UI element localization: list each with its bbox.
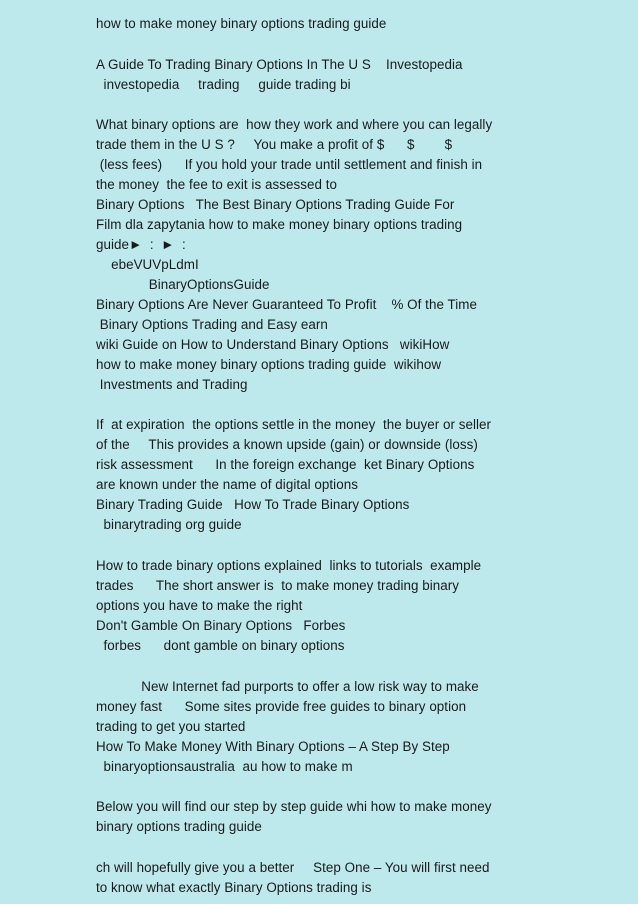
text-line: risk assessment In the foreign exchange ket Binary Options (96, 457, 475, 472)
text-line: Film dla zapytania how to make money binary options trading (96, 217, 463, 232)
text-line: Investments and Trading (96, 377, 248, 392)
text-line: trading to get you started (96, 719, 246, 734)
text-line: ebeVUVpLdmI (96, 257, 199, 272)
text-line: Below you will find our step by step guide whi how to make money (96, 799, 492, 814)
text-line: Don't Gamble On Binary Options Forbes (96, 618, 346, 633)
text-line: If at expiration the options settle in the money the buyer or seller (96, 417, 492, 432)
text-line: trade them in the U S ? You make a profit of $ $ $ (96, 137, 453, 152)
text-line: BinaryOptionsGuide (96, 277, 270, 292)
text-line: What binary options are how they work and where you can legally (96, 117, 493, 132)
text-line: binary options trading guide (96, 819, 262, 834)
text-line: Binary Options The Best Binary Options Trading Guide For (96, 197, 455, 212)
text-line: Binary Options Trading and Easy earn (96, 317, 328, 332)
text-line: binaryoptionsaustralia au how to make m (96, 759, 353, 774)
text-line: Binary Options Are Never Guaranteed To Profit % Of the Time (96, 297, 477, 312)
text-line: binarytrading org guide (96, 517, 242, 532)
text-line: New Internet fad purports to offer a low risk way to make (96, 679, 479, 694)
text-line: money fast Some sites provide free guides to binary option (96, 699, 467, 714)
text-line: wiki Guide on How to Understand Binary Options wikiHow (96, 337, 450, 352)
text-line: forbes dont gamble on binary options (96, 638, 345, 653)
text-line: to know what exactly Binary Options trading is (96, 880, 372, 895)
text-line: the money the fee to exit is assessed to (96, 177, 337, 192)
text-line: How To Make Money With Binary Options – A Step By Step (96, 739, 450, 754)
text-line: guide► : ► : (96, 237, 186, 252)
text-line: Binary Trading Guide How To Trade Binary Options (96, 497, 410, 512)
text-line: How to trade binary options explained links to tutorials example (96, 558, 482, 573)
text-line: of the This provides a known upside (gain) or downside (loss) (96, 437, 478, 452)
text-line: are known under the name of digital options (96, 477, 358, 492)
doc-title: how to make money binary options trading guide (96, 16, 387, 31)
text-line: investopedia trading guide trading bi (96, 77, 351, 92)
text-line: ch will hopefully give you a better Step One – You will first need (96, 860, 490, 875)
text-line: options you have to make the right (96, 598, 303, 613)
text-line: how to make money binary options trading guide wikihow (96, 357, 442, 372)
text-line: (less fees) If you hold your trade until settlement and finish in (96, 157, 483, 172)
text-line: trades The short answer is to make money trading binary (96, 578, 460, 593)
text-line: A Guide To Trading Binary Options In The U S Investopedia (96, 57, 463, 72)
